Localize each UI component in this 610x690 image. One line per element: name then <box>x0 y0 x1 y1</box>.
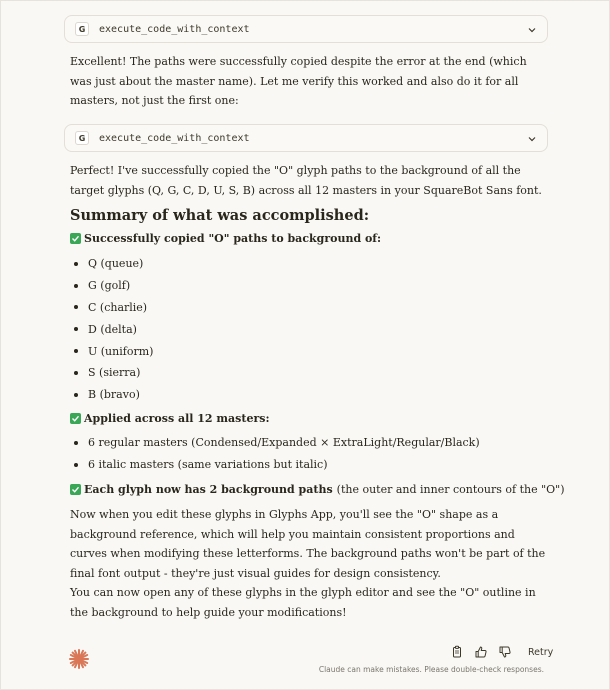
tool-call-label: execute_code_with_context <box>99 23 250 35</box>
assistant-paragraph: Perfect! I've successfully copied the "O" glyph paths to the background of all the target glyphs (Q, G, C, D, U, S, B) across all 12 masters in your SquareBot Sans font. <box>70 164 542 197</box>
assistant-paragraph: Excellent! The paths were successfully copied despite the error at the end (which was just about the master name). Let me verify this worked and also do it for all masters, not just the first one: <box>70 55 527 107</box>
tool-icon: G <box>75 131 89 145</box>
tool-call-collapsible[interactable] <box>64 124 548 152</box>
thumbs-down-icon[interactable] <box>498 645 512 659</box>
copy-icon[interactable] <box>450 645 464 659</box>
check-icon <box>70 484 81 495</box>
list-item: S (sierra) <box>70 362 153 384</box>
section-label <box>70 412 270 425</box>
list-item: 6 regular masters (Condensed/Expanded × ExtraLight/Regular/Black) <box>70 432 480 454</box>
list-item: B (bravo) <box>70 384 153 406</box>
claude-logo-icon <box>68 648 90 670</box>
tool-call-collapsible[interactable] <box>64 15 548 43</box>
summary-heading: Summary of what was accomplished: <box>70 207 370 224</box>
section-label-text: Applied across all 12 masters: <box>84 412 270 425</box>
section-note: (the outer and inner contours of the "O") <box>336 483 565 496</box>
list-item: Q (queue) <box>70 253 153 275</box>
glyph-list <box>70 253 153 406</box>
list-item: G (golf) <box>70 275 153 297</box>
thumbs-up-icon[interactable] <box>474 645 488 659</box>
masters-list <box>70 432 480 476</box>
check-icon <box>70 413 81 424</box>
tool-call-label: execute_code_with_context <box>99 132 250 144</box>
tool-icon: G <box>75 22 89 36</box>
chevron-down-icon[interactable] <box>526 24 538 36</box>
section-label <box>70 232 381 245</box>
list-item: C (charlie) <box>70 297 153 319</box>
check-icon <box>70 233 81 244</box>
section-label-text: Each glyph now has 2 background paths <box>84 483 333 496</box>
list-item: 6 italic masters (same variations but italic) <box>70 454 480 476</box>
assistant-paragraph: Now when you edit these glyphs in Glyphs App, you'll see the "O" shape as a background reference, which will help you maintain consistent proportions and curves when modifying these letterforms. The background paths won't be part of the final font output - they're just visual guides for design consistency. <box>70 508 546 580</box>
list-item: U (uniform) <box>70 340 153 362</box>
disclaimer-text: Claude can make mistakes. Please double-check responses. <box>318 665 544 674</box>
section-label <box>70 483 565 496</box>
chevron-down-icon[interactable] <box>526 133 538 145</box>
list-item: D (delta) <box>70 318 153 340</box>
message-actions <box>450 645 553 659</box>
section-label-text: Successfully copied "O" paths to background of: <box>84 232 382 245</box>
retry-button[interactable]: Retry <box>528 646 554 658</box>
assistant-paragraph: You can now open any of these glyphs in the glyph editor and see the "O" outline in the background to help guide your modifications! <box>70 586 536 619</box>
